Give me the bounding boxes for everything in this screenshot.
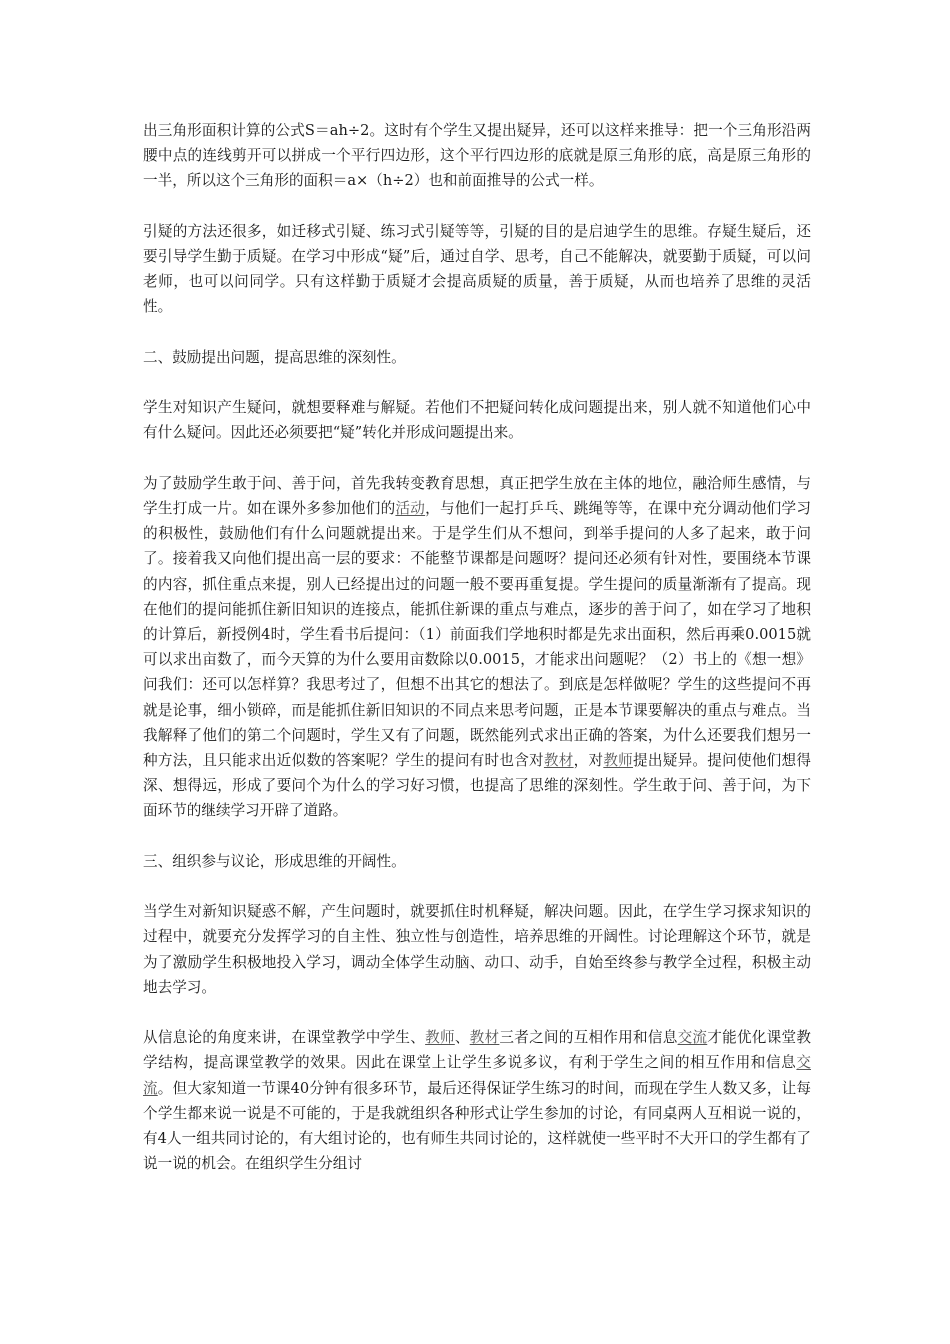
text-run: ，对 xyxy=(573,752,604,770)
link-textbook[interactable]: 教材 xyxy=(543,752,574,770)
paragraph-resolve-questions xyxy=(143,899,811,1000)
link-teacher[interactable]: 教师 xyxy=(603,752,634,770)
text-run: 为了鼓励学生敢于问、善于问，首先我转变教育思想，真正把学生放在主体的地位，融洽师生感情，与学生打成一片。如在课外多参加他们的 xyxy=(143,474,811,517)
paragraph-encourage-asking xyxy=(143,471,811,824)
text-run: 当学生对新知识疑惑不解，产生问题时，就要抓住时机释疑，解决问题。因此，在学生学习探求知识的过程中，就要充分发挥学习的自主性、独立性与创造性，培养思维的开阔性。讨论理解这个环节，就是为了激励学生积极地投入学习，调动全体学生动脑、动口、动手，自始至终参与教学全过程，积极主动地去学习。 xyxy=(143,903,811,996)
text-run: ，与他们一起打乒乓、跳绳等等，在课中充分调动他们学习的积极性，鼓励他们有什么问题就提出来。于是学生们从不想问，到举手提问的人多了起来，敢于问了。接着我又向他们提出高一层的要求：不能整节课都是问题呀？提问还必须有针对性，要围绕本节课的内容，抓住重点来提，别人已经提出过的问题一般不要再重复提。学生提问的质量渐渐有了提高。现在他们的提问能抓住新旧知识的连接点，能抓住新课的重点与难点，逐步的善于问了，如在学习了地积的计算后，新授例4时，学生看书后提问：（1）前面我们学地积时都是先求出面积，然后再乘0.0015就可以求出亩数了，而今天算的为什么要用亩数除以0.0015，才能求出问题呢？（2）书上的《想一想》问我们：还可以怎样算？我思考过了，但想不出其它的想法了。到底是怎样做呢？学生的这些提问不再就是论事，细小锁碎，而是能抓住新旧知识的不同点来思考问题，正是本节课要解决的重点与难点。当我解释了他们的第二个问题时，学生又有了问题，既然能列式求出正确的答案，为什么还要我们想另一种方法，且只能求出近似数的答案呢？学生的提问有时也含对 xyxy=(143,499,811,770)
text-run: 出三角形面积计算的公式S＝ah÷2。这时有个学生又提出疑异，还可以这样来推导：把一个三角形沿两腰中点的连线剪开可以拼成一个平行四边形，这个平行四边形的底就是原三角形的底，高是原三角形的一半，所以这个三角形的面积＝a×（h÷2）也和前面推导的公式一样。 xyxy=(143,122,811,190)
link-activity[interactable]: 活动 xyxy=(395,499,426,517)
text-run: 、 xyxy=(454,1029,470,1047)
paragraph-triangle-area xyxy=(143,118,811,194)
text-run: 提出疑异。提问使他们想得深、想得远，形成了要问个为什么的学习好习惯，也提高了思维的深刻性。学生敢于问、善于问，为下面环节的继续学习开辟了道路。 xyxy=(143,752,811,820)
section-heading-3 xyxy=(143,849,811,874)
paragraph-doubt-to-question xyxy=(143,395,811,445)
link-communication[interactable]: 交流 xyxy=(143,1054,811,1097)
text-run: 三者之间的互相作用和信息 xyxy=(499,1029,678,1047)
text-run: 引疑的方法还很多，如迁移式引疑、练习式引疑等等，引疑的目的是启迪学生的思维。存疑生疑后，还要引导学生勤于质疑。在学习中形成“疑”后，通过自学、思考，自己不能解决，就要勤于质疑，可以问老师，也可以问同学。只有这样勤于质疑才会提高质疑的质量，善于质疑，从而也培养了思维的灵活性。 xyxy=(143,222,811,316)
text-run: 。但大家知道一节课40分钟有很多环节，最后还得保证学生练习的时间，而现在学生人数又多，让每个学生都来说一说是不可能的，于是我就组织各种形式让学生参加的讨论，有同桌两人互相说一说的，有4人一组共同讨论的，有大组讨论的，也有师生共同讨论的，这样就使一些平时不大开口的学生都有了说一说的机会。在组织学生分组讨 xyxy=(143,1079,811,1173)
document-page xyxy=(143,118,811,1176)
paragraph-information-theory xyxy=(143,1025,811,1176)
heading-text: 二、鼓励提出问题，提高思维的深刻性。 xyxy=(143,348,406,366)
heading-text: 三、组织参与议论，形成思维的开阔性。 xyxy=(143,852,406,870)
text-run: 才能优化课堂教学结构，提高课堂教学的效果。因此在课堂上让学生多说多议，有利于学生之间的相互作用和信息 xyxy=(143,1029,811,1072)
text-run: 学生对知识产生疑问，就想要释难与解疑。若他们不把疑问转化成问题提出来，别人就不知道他们心中有什么疑问。因此还必须要把“疑”转化并形成问题提出来。 xyxy=(143,399,811,442)
link-teacher[interactable]: 教师 xyxy=(425,1029,455,1047)
link-textbook[interactable]: 教材 xyxy=(469,1029,500,1047)
section-heading-2 xyxy=(143,345,811,370)
link-communication[interactable]: 交流 xyxy=(677,1029,708,1047)
text-run: 从信息论的角度来讲，在课堂教学中学生、 xyxy=(143,1029,426,1047)
paragraph-questioning-methods xyxy=(143,219,811,320)
